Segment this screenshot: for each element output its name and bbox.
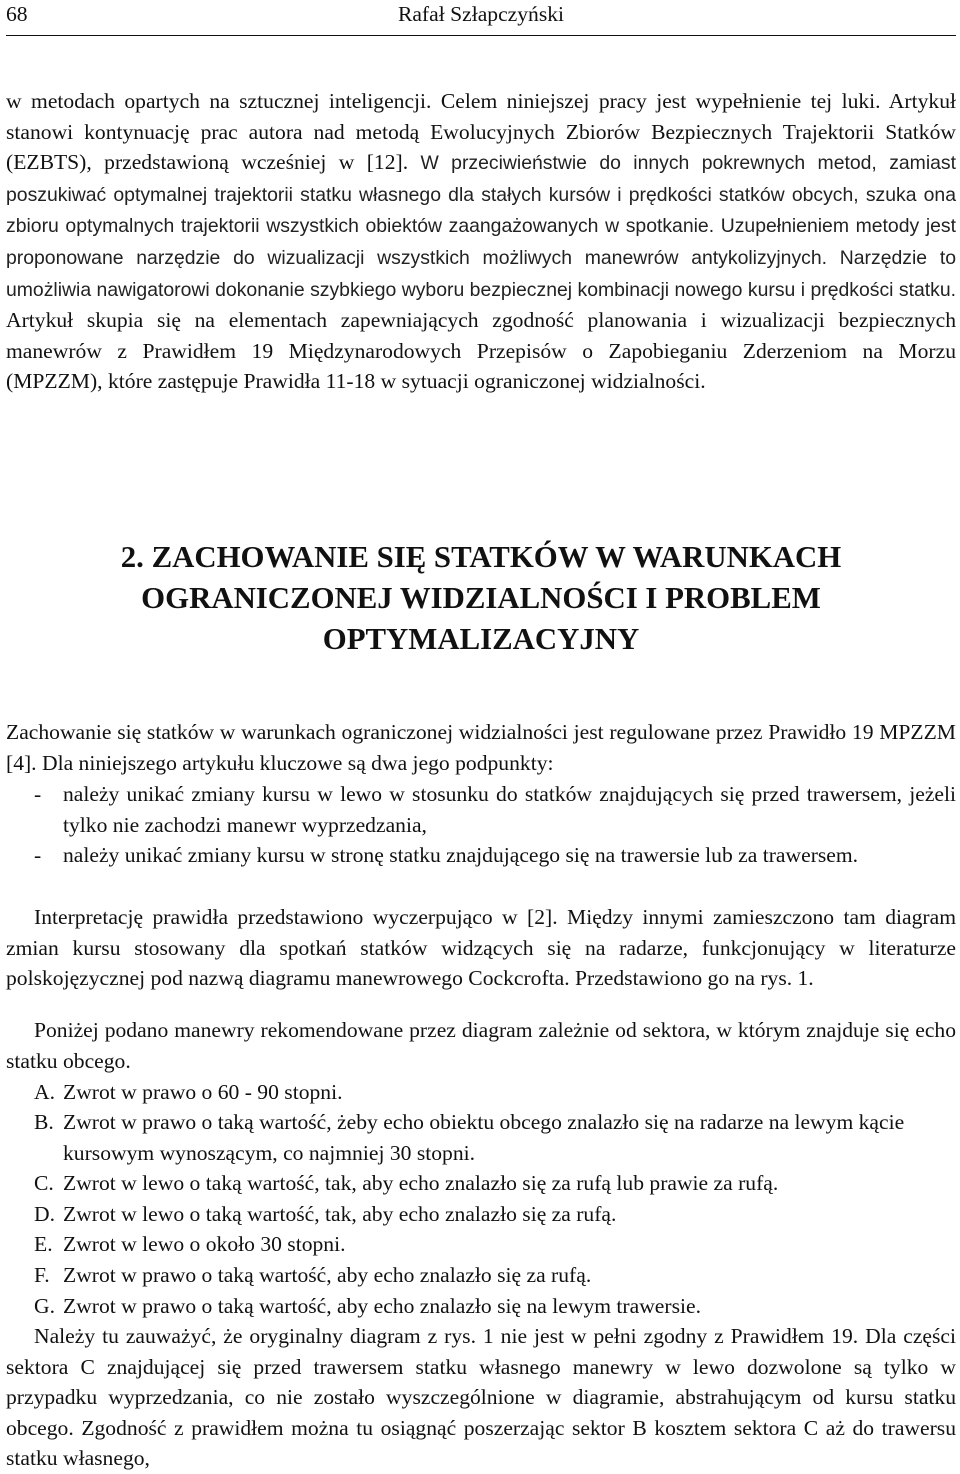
list-marker: E. <box>34 1232 53 1256</box>
dash-marker: - <box>34 782 42 806</box>
page-header <box>6 0 956 30</box>
section-heading-line-1: 2. ZACHOWANIE SIĘ STATKÓW W WARUNKACH <box>120 540 842 574</box>
body-paragraph-3: Poniżej podano manewry rekomendowane przez diagram zależnie od sektora, w którym znajduje się echo statku obcego. <box>6 1018 956 1073</box>
list-item-text: Zwrot w prawo o 60 - 90 stopni. <box>63 1080 343 1104</box>
list-item-text: Zwrot w prawo o taką wartość, aby echo znalazło się za rufą. <box>63 1263 592 1287</box>
list-marker: G. <box>34 1294 55 1318</box>
list-item-text: Zwrot w prawo o taką wartość, żeby echo obiektu obcego znalazło się na radarze na lewym kącie kursowym wynoszącym, co najmniej 30 stopni. <box>63 1110 905 1165</box>
section-heading <box>6 537 956 660</box>
list-item-text: Zwrot w prawo o taką wartość, aby echo znalazło się na lewym trawersie. <box>63 1294 701 1318</box>
list-item-c <box>6 1168 956 1199</box>
body-paragraph-1: Zachowanie się statków w warunkach ograniczonej widzialności jest regulowane przez Prawidło 19 MPZZM [4]. Dla niniejszego artykułu kluczowe są dwa jego podpunkty: <box>6 720 956 775</box>
list-item-e <box>6 1229 956 1260</box>
section-heading-line-3: OPTYMALIZACYJNY <box>322 622 640 656</box>
list-item-b <box>6 1107 956 1168</box>
list-marker: D. <box>34 1202 55 1226</box>
list-item-text: Zwrot w lewo o taką wartość, tak, aby echo znalazło się za rufą lub prawie za rufą. <box>63 1171 779 1195</box>
running-header-author: Rafał Szłapczyński <box>397 2 565 26</box>
dash-item-text: należy unikać zmiany kursu w stronę statku znajdującego się na trawersie lub za trawersem. <box>63 843 859 867</box>
list-item-d <box>6 1199 956 1230</box>
list-marker: C. <box>34 1171 54 1195</box>
intro-text-serif: w metodach opartych na sztucznej inteligencji. Celem niniejszej pracy jest wypełnienie tej luki. Artykuł stanowi kontynuację prac autora nad metodą Ewolucyjnych Zbiorów Bezpiecznych Trajektorii Statków (EZBTS), przedstawioną wcześniej w [12]. <box>6 89 956 175</box>
list-item-f <box>6 1260 956 1291</box>
dash-item-1 <box>6 779 956 840</box>
list-item-text: Zwrot w lewo o około 30 stopni. <box>63 1232 346 1256</box>
list-item-text: Zwrot w lewo o taką wartość, tak, aby echo znalazło się za rufą. <box>63 1202 617 1226</box>
page-number: 68 <box>6 2 28 26</box>
dash-marker: - <box>34 843 42 867</box>
body-paragraph-2: Interpretację prawidła przedstawiono wyczerpująco w [2]. Między innymi zamieszczono tam diagram zmian kursu stosowany dla spotkań statków widzących się na radarze, funkcjonujący w literaturze polskojęzycznej pod nazwą diagramu manewrowego Cockcrofta. Przedstawiono go na rys. 1. <box>6 905 956 991</box>
list-item-a <box>6 1077 956 1108</box>
list-marker: B. <box>34 1110 54 1134</box>
list-item-g <box>6 1291 956 1322</box>
list-marker: F. <box>34 1263 50 1287</box>
list-marker: A. <box>34 1080 55 1104</box>
header-rule <box>6 35 956 36</box>
intro-text-end: Artykuł skupia się na elementach zapewniających zgodność planowania i wizualizacji bezpiecznych manewrów z Prawidłem 19 Międzynarodowych Przepisów o Zapobieganiu Zderzeniom na Morzu (MPZZM), które zastępuje Prawidła 11-18 w sytuacji ograniczonej widzialności. <box>6 308 956 394</box>
intro-paragraph <box>6 86 956 397</box>
dash-item-2 <box>6 840 956 871</box>
section-heading-line-2: OGRANICZONEJ WIDZIALNOŚCI I PROBLEM <box>141 581 821 615</box>
body-paragraph-4: Należy tu zauważyć, że oryginalny diagram z rys. 1 nie jest w pełni zgodny z Prawidłem 19. Dla części sektora C znajdującej się przed trawersem statku własnego manewry w lewo dozwolone są tylko w przypadku wyprzedzania, co nie zostało wyszczególnione w diagramie, abstrahującym od kursu statku obcego. Zgodność z prawidłem można tu osiągnąć poszerzając sektor B kosztem sektora C aż do trawersu statku własnego, <box>6 1324 956 1471</box>
intro-text-sans: W przeciwieństwie do innych pokrewnych metod, zamiast poszukiwać optymalnej trajektorii statku własnego dla stałych kursów i prędkości statków obcych, szuka ona zbioru optymalnych trajektorii wszystkich obiektów zaangażowanych w spotkanie. Uzupełnieniem metody jest proponowane narzędzie do wizualizacji wszystkich możliwych manewrów antykolizyjnych. Narzędzie to umożliwia nawigatorowi dokonanie szybkiego wyboru bezpiecznej kombinacji nowego kursu i prędkości statku. <box>6 152 957 301</box>
dash-item-text: należy unikać zmiany kursu w lewo w stosunku do statków znajdujących się przed trawersem, jeżeli tylko nie zachodzi manewr wyprzedzania, <box>63 782 956 837</box>
